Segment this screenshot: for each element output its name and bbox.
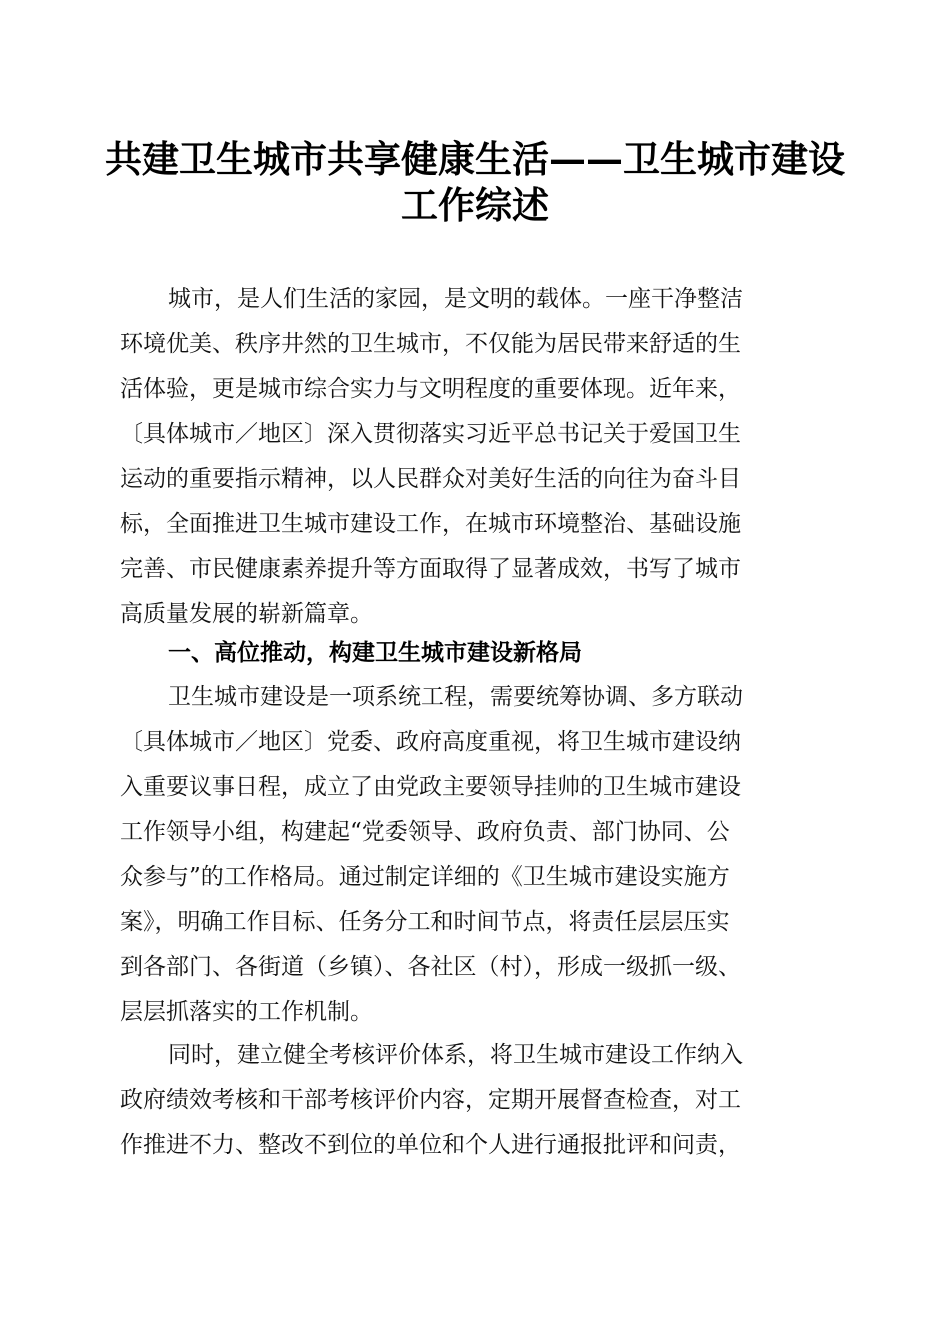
paragraph-intro — [120, 277, 840, 637]
document-title-line-2: 工作综述 — [401, 183, 549, 227]
paragraph-line: 活体验，更是城市综合实力与文明程度的重要体现。近年来， — [120, 376, 741, 402]
paragraph-line: 完善、市民健康素养提升等方面取得了显著成效，书写了城市 — [120, 556, 741, 582]
paragraph-section-1 — [120, 675, 840, 1035]
paragraph-line: 同时，建立健全考核评价体系，将卫生城市建设工作纳入 — [168, 1042, 743, 1068]
paragraph-line: 标，全面推进卫生城市建设工作，在城市环境整治、基础设施 — [120, 511, 741, 537]
paragraph-line: 政府绩效考核和干部考核评价内容，定期开展督查检查，对工 — [120, 1087, 741, 1113]
paragraph-line: 案》，明确工作目标、任务分工和时间节点，将责任层层压实 — [120, 909, 730, 935]
paragraph-line: 层层抓落实的工作机制。 — [120, 999, 373, 1025]
paragraph-line: 到各部门、各街道（乡镇）、各社区（村），形成一级抓一级、 — [120, 954, 741, 980]
document-title-line-1: 共建卫生城市共享健康生活——卫生城市建设 — [105, 137, 845, 181]
paragraph-line: 〔具体城市／地区〕党委、政府高度重视，将卫生城市建设纳 — [120, 729, 741, 755]
section-heading-1: 一、高位推动，构建卫生城市建设新格局 — [168, 640, 582, 666]
paragraph-line: 入重要议事日程，成立了由党政主要领导挂帅的卫生城市建设 — [120, 774, 741, 800]
paragraph-line: 〔具体城市／地区〕深入贯彻落实习近平总书记关于爱国卫生 — [120, 421, 741, 447]
paragraph-section-1-continued — [120, 1033, 840, 1168]
paragraph-line: 运动的重要指示精神，以人民群众对美好生活的向往为奋斗目 — [120, 466, 741, 492]
paragraph-line: 众参与”的工作格局。通过制定详细的《卫生城市建设实施方 — [120, 864, 730, 890]
paragraph-line: 作推进不力、整改不到位的单位和个人进行通报批评和问责， — [120, 1132, 741, 1158]
paragraph-line: 工作领导小组，构建起“党委领导、政府负责、部门协同、公 — [120, 819, 730, 845]
paragraph-line: 卫生城市建设是一项系统工程，需要统筹协调、多方联动 — [168, 684, 743, 710]
paragraph-line: 高质量发展的崭新篇章。 — [120, 601, 373, 627]
paragraph-line: 环境优美、秩序井然的卫生城市，不仅能为居民带来舒适的生 — [120, 331, 741, 357]
paragraph-line: 城市，是人们生活的家园，是文明的载体。一座干净整洁 — [168, 286, 743, 312]
